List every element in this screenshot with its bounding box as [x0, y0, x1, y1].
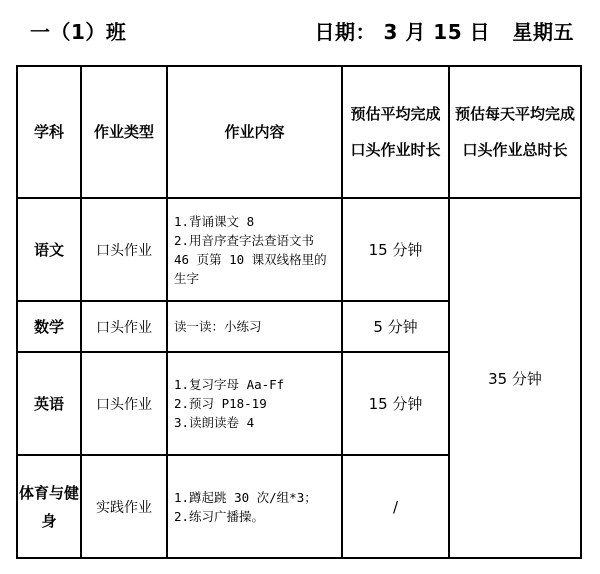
content-line: 2.预习 P18-19 [174, 396, 267, 411]
content-line: 3.读朗读卷 4 [174, 415, 255, 430]
col-header-total-duration: 预估每天平均完成口头作业总时长 [449, 66, 581, 198]
type-cell: 口头作业 [81, 198, 167, 301]
content-cell [167, 352, 342, 455]
subject-cell: 语文 [17, 198, 81, 301]
duration-cell: 15 分钟 [342, 352, 449, 455]
duration-cell: / [342, 455, 449, 558]
type-cell: 实践作业 [81, 455, 167, 558]
content-cell [167, 301, 342, 352]
content-line: 读一读：小练习 [174, 319, 262, 334]
duration-cell: 5 分钟 [342, 301, 449, 352]
col-header-subject: 学科 [17, 66, 81, 198]
duration-cell: 15 分钟 [342, 198, 449, 301]
type-cell: 口头作业 [81, 352, 167, 455]
col-header-content: 作业内容 [167, 66, 342, 198]
type-cell: 口头作业 [81, 301, 167, 352]
content-cell [167, 198, 342, 301]
subject-cell: 英语 [17, 352, 81, 455]
content-line: 2.用音序查字法查语文书 46 页第 10 课双线格里的生字 [174, 232, 327, 286]
content-line: 2.练习广播操。 [174, 508, 265, 524]
homework-table [16, 65, 582, 559]
content-line: 1.蹲起跳 30 次/组*3； [174, 489, 317, 505]
total-duration-cell: 35 分钟 [449, 198, 581, 558]
content-cell [167, 455, 342, 558]
class-name: 一（1）班 [30, 20, 127, 44]
table-header-row [17, 66, 581, 198]
subject-cell: 体育与健身 [17, 455, 81, 558]
date-text: 日期： 3 月 15 日 星期五 [314, 20, 574, 44]
content-line: 1.背诵课文 8 [174, 213, 255, 229]
col-header-avg-duration: 预估平均完成口头作业时长 [342, 66, 449, 198]
subject-cell: 数学 [17, 301, 81, 352]
col-header-type: 作业类型 [81, 66, 167, 198]
table-row [17, 198, 581, 301]
content-line: 1.复习字母 Aa-Ff [174, 377, 285, 392]
